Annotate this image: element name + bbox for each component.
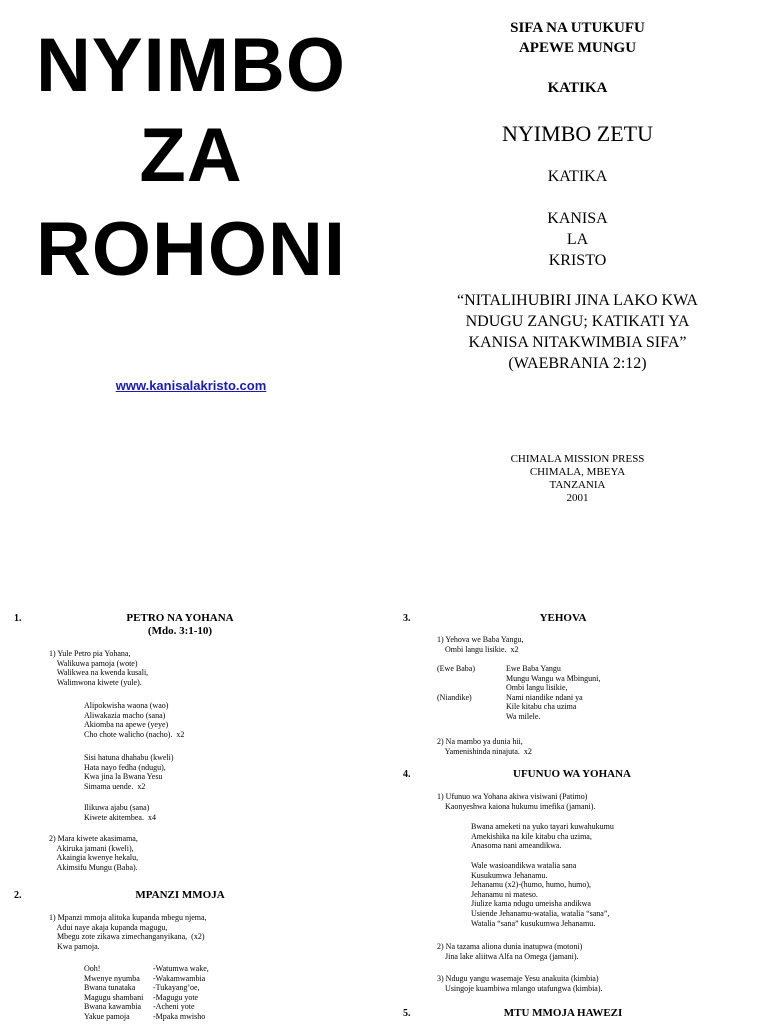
verse-1: 1) Mpanzi mmoja alitoka kupanda mbegu njema, Adui naye akaja kupanda magugu, Mbegu zote zikawa zimechanganyikana, (x2) Kwa pamoja.	[49, 913, 207, 951]
cover-title-line-3: ROHONI	[36, 207, 346, 292]
hymn-title-text: PETRO NA YOHANA	[126, 612, 234, 624]
katika-label-1: KATIKA	[547, 80, 608, 96]
verse-1: 1) Yehova we Baba Yangu, Ombi langu lisikie. x2	[437, 635, 524, 654]
hymn-title: UFUNUO WA YOHANA	[513, 768, 631, 780]
church-name-line: LA	[566, 231, 589, 248]
hymn-title: MTU MMOJA HAWEZI	[503, 1007, 623, 1019]
chorus-part-2: Sisi hatuna dhahabu (kweli) Hata nayo fedha (ndugu), Kwa jina la Bwana Yesu Simama uende. x2	[84, 753, 174, 791]
quote-reference: (WAEBRANIA 2:12)	[508, 355, 647, 372]
website-link[interactable]: www.kanisalakristo.com	[115, 378, 267, 393]
response-lines: -Watumwa wake, -Wakamwambia -Tukayang’oe, -Magugu yote -Acheni yote -Mpaka mwisho	[153, 964, 209, 1021]
dedication-line: SIFA NA UTUKUFU	[510, 20, 645, 36]
verse-1: 1) Ufunuo wa Yohana akiwa visiwani (Patimo) Kaonyeshwa kaiona hukumu imefika (jamani).	[437, 792, 596, 811]
verse-2: 2) Mara kiwete akasimama, Akiruka jamani (kweli), Akaingia kwenye hekalu, Akimsifu Mungu (Baba).	[49, 834, 139, 872]
katika-label-2: KATIKA	[547, 168, 608, 185]
hymn-number: 1.	[14, 613, 22, 624]
hymn-number: 4.	[403, 769, 411, 780]
scripture-quote	[385, 290, 768, 374]
verse-3: 3) Ndugu yangu wasemaje Yesu anakuita (kimbia) Usingoje kuambiwa mlango utafungwa (kimbia).	[437, 974, 603, 993]
publisher-info	[385, 453, 768, 505]
chorus-part-1: Bwana ameketi na yuko tayari kuwahukumu Amekishika na kile kitabu cha uzima, Anasoma nani ameandikwa.	[471, 822, 614, 851]
chorus-part-3: Ilikuwa ajabu (sana) Kiwete akitembea. x4	[84, 803, 156, 822]
church-name	[385, 208, 768, 271]
verse-2: 2) Na mambo ya dunia hii, Yamenishinda ninajuta. x2	[437, 737, 532, 756]
call-lines: Ooh! Mwenye nyumba Bwana tunataka Magugu shambani Bwana kawambia Yakue pamoja	[84, 964, 144, 1021]
chorus: Ewe Baba Yangu Mungu Wangu wa Mbinguni, Ombi langu lisikie, Nami niandike ndani ya Kile kitabu cha uzima Wa milele.	[506, 664, 601, 721]
quote-line: “NITALIHUBIRI JINA LAKO KWA	[457, 292, 698, 309]
dedication-heading	[385, 18, 768, 58]
publisher-line: CHIMALA MISSION PRESS	[510, 453, 645, 465]
subtitle-nyimbo-zetu: NYIMBO ZETU	[502, 121, 653, 146]
cover-title-line-2: ZA	[139, 113, 243, 198]
call-lines: (Ewe Baba) (Niandike)	[437, 664, 475, 702]
hymn-number: 5.	[403, 1008, 411, 1019]
hymn-title: MPANZI MMOJA	[135, 889, 225, 901]
cover-title-line-1: NYIMBO	[36, 23, 346, 108]
hymn-number: 2.	[14, 890, 22, 901]
church-name-line: KANISA	[547, 210, 608, 227]
quote-line: KANISA NITAKWIMBIA SIFA”	[468, 334, 687, 351]
publisher-line: TANZANIA	[549, 479, 606, 491]
publisher-year: 2001	[566, 492, 589, 504]
hymn-title	[80, 612, 280, 638]
hymn-number: 3.	[403, 613, 411, 624]
church-name-line: KRISTO	[548, 252, 607, 269]
dedication-line: APEWE MUNGU	[518, 40, 637, 56]
publisher-line: CHIMALA, MBEYA	[529, 466, 626, 478]
chorus-part-2: Wale wasioandikwa watalia sana Kusukumwa Jehanamu. Jehanamu (x2)-(humo, humo, humo), Jehanamu ni mateso. Jiulize kama ndugu umeisha andikwa Usiende Jehanamu-watalia, watalia “sana”, Watalia “sana” kusukumwa Jehanamu.	[471, 861, 610, 928]
verse-1: 1) Yule Petro pia Yohana, Walikuwa pamoja (wote) Walikwea na kwenda kusali, Walimwona kiwete (yule).	[49, 649, 149, 687]
verse-2: 2) Na tazama aliona dunia inatupwa (motoni) Jina lake aliitwa Alfa na Omega (jamani).	[437, 942, 583, 961]
hymn-reference: (Mdo. 3:1-10)	[147, 625, 213, 637]
quote-line: NDUGU ZANGU; KATIKATI YA	[465, 313, 690, 330]
chorus-part-1: Alipokwisha waona (wao) Aliwakazia macho (sana) Akiomba na apewe (yeye) Cho chote walicho (nacho). x2	[84, 701, 185, 739]
hymn-title: YEHOVA	[539, 612, 587, 624]
